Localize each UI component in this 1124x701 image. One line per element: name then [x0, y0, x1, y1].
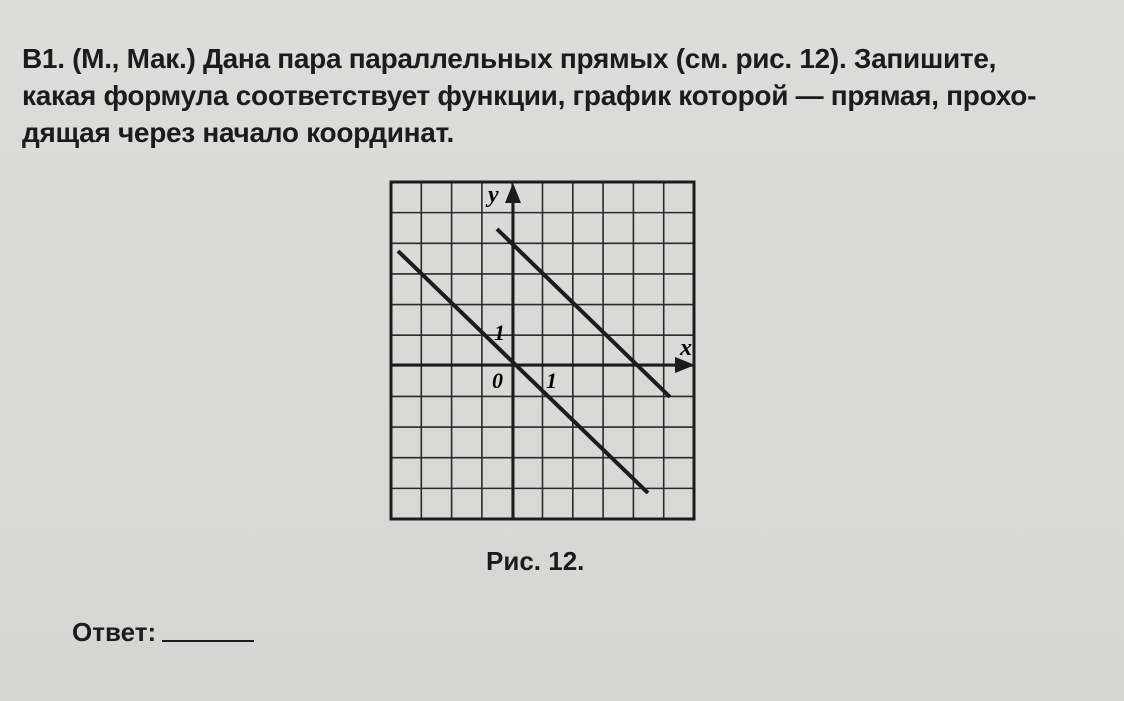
problem-line-3: дящая через начало координат. — [22, 117, 454, 148]
line-through-origin — [398, 251, 648, 493]
problem-line-2: какая формула соответствует функции, график которой — прямая, прохо- — [22, 80, 1037, 111]
y-unit-label: 1 — [494, 320, 505, 345]
y-axis-label: y — [488, 182, 499, 208]
y-axis-arrow-icon — [505, 183, 521, 203]
coordinate-grid-figure — [380, 175, 710, 525]
answer-label: Ответ: — [72, 617, 157, 647]
answer-blank-line — [162, 640, 254, 642]
origin-label: 0 — [492, 368, 503, 393]
problem-text — [22, 40, 1082, 151]
x-axis-label: x — [680, 335, 692, 361]
grid-svg — [380, 175, 710, 525]
x-unit-label: 1 — [546, 368, 557, 393]
problem-line-1: B1. (М., Мак.) Дана пара параллельных прямых (см. рис. 12). Запишите, — [22, 43, 997, 74]
grid-lines — [391, 182, 694, 519]
figure-caption: Рис. 12. — [486, 546, 585, 576]
answer-row — [72, 617, 254, 648]
